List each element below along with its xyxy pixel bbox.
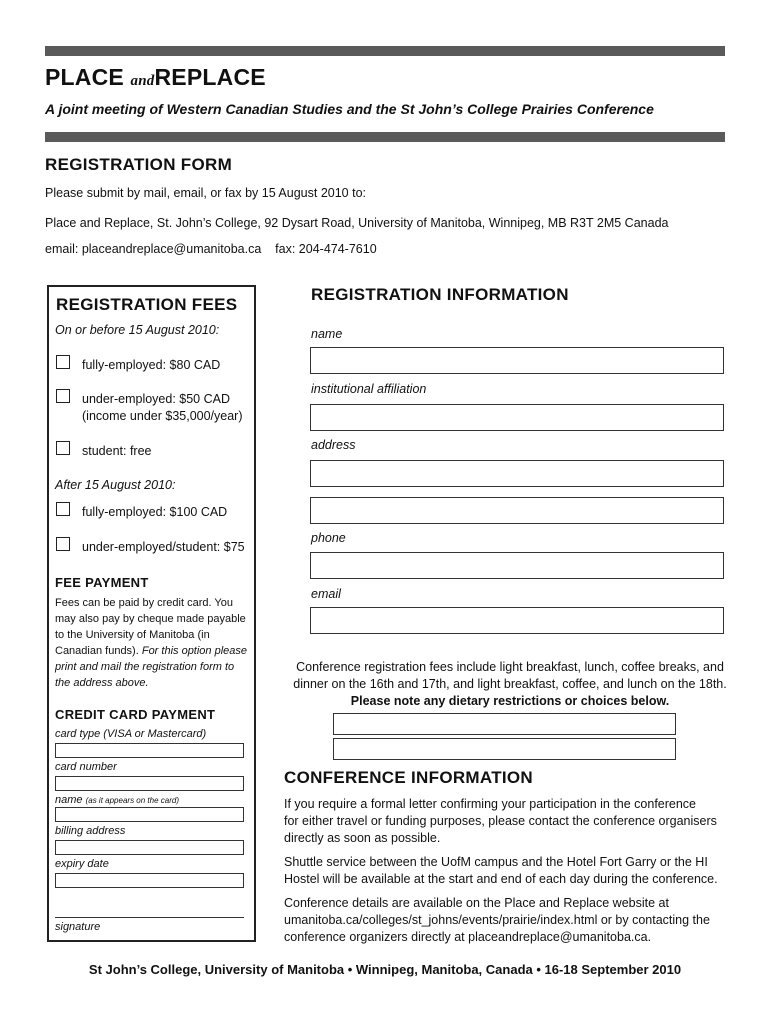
late-under-employed-checkbox[interactable]: [56, 537, 70, 551]
cardholder-name-label: name (as it appears on the card): [55, 794, 179, 806]
fee-payment-line-6: the address above.: [55, 677, 149, 689]
early-fully-employed-checkbox[interactable]: [56, 355, 70, 369]
fee-payment-line-2: may also pay by cheque made payable: [55, 613, 246, 625]
address-field-line-1[interactable]: [310, 460, 724, 487]
early-student-checkbox[interactable]: [56, 441, 70, 455]
title-and: and: [130, 73, 155, 89]
letter-info-line-2: for either travel or funding purposes, please contact the conference organisers: [284, 814, 717, 828]
card-type-label: card type (VISA or Mastercard): [55, 728, 207, 740]
fee-payment-line-1: Fees can be paid by credit card. You: [55, 597, 233, 609]
expiry-date-field[interactable]: [55, 873, 244, 888]
late-fully-employed-label: fully-employed: $100 CAD: [82, 505, 228, 519]
affiliation-label: institutional affiliation: [311, 382, 427, 396]
details-info-line-2: umanitoba.ca/colleges/st_johns/events/prairie/index.html or by contacting the: [284, 913, 710, 927]
dietary-field-line-1[interactable]: [333, 713, 676, 735]
late-fully-employed-checkbox[interactable]: [56, 502, 70, 516]
fee-payment-line-4: Canadian funds). For this option please: [55, 645, 248, 657]
shuttle-info-line-1: Shuttle service between the UofM campus and the Hotel Fort Garry or the HI: [284, 855, 708, 869]
registration-fees-heading: REGISTRATION FEES: [56, 295, 238, 314]
meals-line-2: dinner on the 16th and 17th, and light breakfast, coffee, and lunch on the 18th.: [293, 677, 727, 691]
billing-address-label: billing address: [55, 825, 126, 837]
page-subtitle: A joint meeting of Western Canadian Studies and the St John’s College Prairies Conference: [45, 101, 654, 117]
address-field-line-2[interactable]: [310, 497, 724, 524]
header-rule: [45, 132, 725, 142]
footer-text: St John’s College, University of Manitoba • Winnipeg, Manitoba, Canada • 16-18 September 2010: [88, 962, 682, 977]
page-title: PLACE andREPLACE: [45, 64, 266, 90]
fee-payment-line-3: to the University of Manitoba (in: [55, 629, 210, 641]
card-type-field[interactable]: [55, 743, 244, 758]
fee-payment-line-5: print and mail the registration form to: [55, 661, 235, 673]
late-deadline-label: After 15 August 2010:: [55, 478, 176, 492]
card-number-label: card number: [55, 761, 117, 773]
meals-line-1: Conference registration fees include light breakfast, lunch, coffee breaks, and: [296, 660, 724, 674]
submit-instructions: Please submit by mail, email, or fax by 15 August 2010 to:: [45, 186, 367, 200]
early-under-employed-note: (income under $35,000/year): [82, 409, 243, 423]
cardholder-name-field[interactable]: [55, 807, 244, 822]
phone-field[interactable]: [310, 552, 724, 579]
credit-card-heading: CREDIT CARD PAYMENT: [55, 707, 216, 722]
fee-payment-heading: FEE PAYMENT: [55, 575, 149, 590]
signature-label: signature: [55, 921, 101, 933]
top-rule: [45, 46, 725, 56]
signature-line[interactable]: [55, 917, 244, 918]
early-under-employed-checkbox[interactable]: [56, 389, 70, 403]
letter-info-line-1: If you require a formal letter confirming your participation in the conference: [284, 797, 697, 811]
details-info-line-3: conference organizers directly at placeandreplace@umanitoba.ca.: [284, 930, 652, 944]
name-label: name: [311, 327, 343, 341]
shuttle-info-line-2: Hostel will be available at the start and end of each day during the conference.: [284, 872, 718, 886]
affiliation-field[interactable]: [310, 404, 724, 431]
dietary-note: Please note any dietary restrictions or choices below.: [350, 694, 670, 708]
early-student-label: student: free: [82, 444, 152, 458]
phone-label: phone: [311, 531, 346, 545]
name-field[interactable]: [310, 347, 724, 374]
registration-information-heading: REGISTRATION INFORMATION: [311, 285, 569, 304]
early-deadline-label: On or before 15 August 2010:: [55, 323, 220, 337]
card-number-field[interactable]: [55, 776, 244, 791]
billing-address-field[interactable]: [55, 840, 244, 855]
expiry-date-label: expiry date: [55, 858, 109, 870]
email-label: email: [311, 587, 341, 601]
mailing-address: Place and Replace, St. John’s College, 92 Dysart Road, University of Manitoba, Winnipeg, MB R3T 2M5 Canada: [45, 216, 669, 230]
late-under-employed-label: under-employed/student: $75: [82, 540, 245, 554]
letter-info-line-3: directly as soon as possible.: [284, 831, 441, 845]
details-info-line-1: Conference details are available on the Place and Replace website at: [284, 896, 669, 910]
address-label: address: [311, 438, 356, 452]
email-field[interactable]: [310, 607, 724, 634]
conference-information-heading: CONFERENCE INFORMATION: [284, 768, 533, 787]
early-fully-employed-label: fully-employed: $80 CAD: [82, 358, 221, 372]
contact-line: email: placeandreplace@umanitoba.ca fax: 204-474-7610: [45, 242, 377, 256]
registration-form-heading: REGISTRATION FORM: [45, 155, 233, 174]
dietary-field-line-2[interactable]: [333, 738, 676, 760]
early-under-employed-label: under-employed: $50 CAD: [82, 392, 230, 406]
